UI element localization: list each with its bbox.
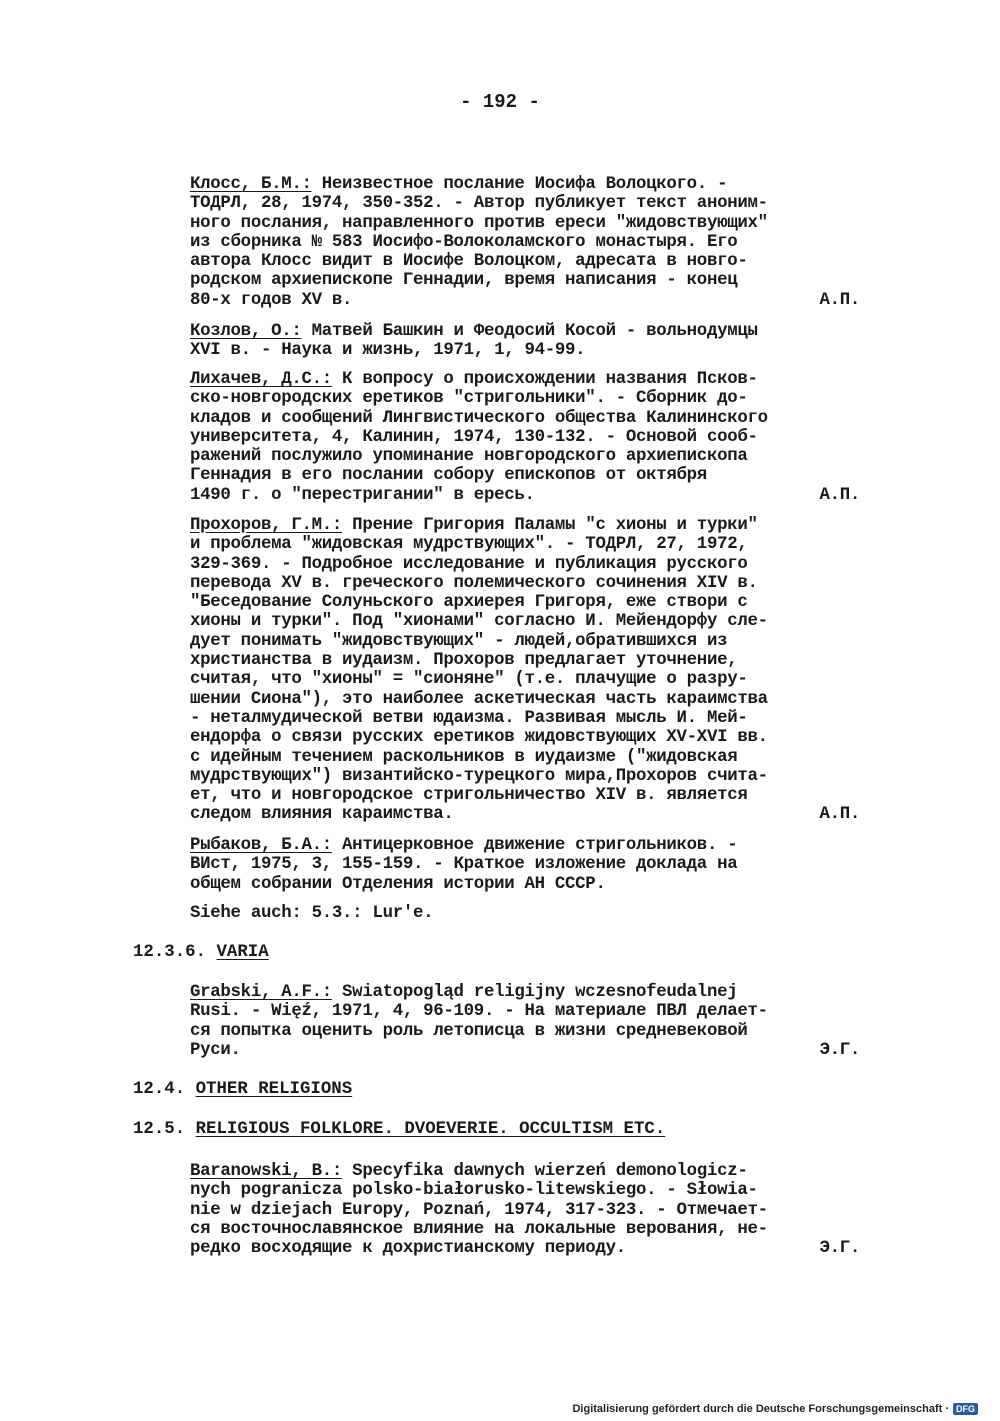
entry-author: Grabski, A.F.: [190, 983, 332, 1002]
dfg-logo-icon: DFG [953, 1403, 978, 1415]
bib-entry-rybakov: Рыбаков, Б.А.: Антицерковное движение стригольников. - ВИст, 1975, 3, 155-159. - Краткое изложение доклада на общем собрании Отделения истории АН СССР. [190, 836, 738, 894]
bib-entry-likhachev: Лихачев, Д.С.: К вопросу о происхождении названия Псков- ско-новгородских еретиков "стригольники". - Сборник до- кладов и сообщений Лингвистического общества Калининского университета, 4, Калинин, 1974, 130-132. - Основой сооб- ражений послужило упоминание новгородского архиепископа Геннадия в его послании собору епископов от октября 1490 г. о "перестригании" в ересь. А.П. [190, 370, 860, 505]
bib-entry-kozlov: Козлов, О.: Матвей Башкин и Феодосий Косой - вольнодумцы XVI в. - Наука и жизнь, 1971, 1, 94-99. [190, 322, 758, 361]
entry-author: Baranowski, B.: [190, 1162, 343, 1181]
bib-entry-baranowski: Baranowski, B.: Specyfika dawnych wierzeń demonologicz- nych pogranicza polsko-białorusko-litewskiego. - Słowia- nie w dziejach Europy, Poznań, 1974, 317-323. - Отмечает- ся восточнославянское влияние на локальные верования, не- редко восходящие к дохристианскому периоду. Э.Г. [190, 1162, 860, 1259]
entry-author: Козлов, О.: [190, 322, 302, 341]
entry-signature: А.П. [819, 485, 860, 505]
bib-entry-kloss: Клосс, Б.М.: Неизвестное послание Иосифа Волоцкого. - ТОДРЛ, 28, 1974, 350-352. - Автор публикует текст аноним- ного послания, направленного против ереси "жидовствующих" из сборника № 583 Иосифо-Волоколамского монастыря. Его автора Клосс видит в Иосифе Волоцком, адресата в новго- родском архиепископе Геннадии, время написания - конец 80-х годов XV в. А.П. [190, 175, 860, 310]
entry-author: Клосс, Б.М.: [190, 175, 312, 194]
page-number: - 192 - [460, 91, 540, 113]
entry-signature: Э.Г. [819, 1040, 860, 1060]
bib-entry-grabski: Grabski, A.F.: Swiatopogląd religijny wczesnofeudalnej Rusi. - Więź, 1971, 4, 96-109. - На материале ПВЛ делает- ся попытка оценить роль летописца в жизни средневековой Руси. Э.Г. [190, 983, 860, 1060]
entry-signature: А.П. [819, 290, 860, 310]
footer-text: Digitalisierung gefördert durch die Deutsche Forschungsgemeinschaft · [572, 1403, 949, 1415]
entry-signature: Э.Г. [819, 1239, 860, 1259]
see-also: Siehe auch: 5.3.: Lur'e. [190, 904, 434, 923]
entry-author: Лихачев, Д.С.: [190, 370, 332, 389]
entry-author: Прохоров, Г.М.: [190, 516, 343, 535]
section-heading-varia: 12.3.6. VARIA [133, 943, 269, 962]
entry-author: Рыбаков, Б.А.: [190, 836, 332, 855]
entry-signature: А.П. [819, 805, 860, 825]
section-heading-other-religions: 12.4. OTHER RELIGIONS [133, 1080, 353, 1099]
bib-entry-prokhorov: Прохоров, Г.М.: Прение Григория Паламы "с хионы и турки" и проблема "жидовская мудрствующих". - ТОДРЛ, 27, 1972, 329-369. - Подробное исследование и публикация русского перевода XV в. греческого полемического сочинения XIV в. "Беседование Солуньского архиерея Григоря, еже створи с хионы и турки". Под "хионами" согласно И. Мейендорфу сле- дует понимать "жидовствующих" - людей,обратившихся из христианства в иудаизм. Прохоров предлагает уточнение, считая, что "хионы" = "сионяне" (т.е. плачущие о разру- шении Сиона"), это наиболее аскетическая часть караимства - неталмудической ветви юдаизма. Развивая мысль И. Мей- ендорфа о связи русских еретиков жидовствующих XV-XVI вв. с идейным течением раскольников в иудаизме ("жидовская мудрствующих") византийско-турецкого мира,Прохоров счита- ет, что и новгородское стригольничество XIV в. является следом влияния караимства. А.П. [190, 516, 860, 825]
section-heading-religious-folklore: 12.5. RELIGIOUS FOLKLORE. DVOEVERIE. OCCULTISM ETC. [133, 1120, 666, 1139]
digitization-footer [572, 1403, 978, 1415]
